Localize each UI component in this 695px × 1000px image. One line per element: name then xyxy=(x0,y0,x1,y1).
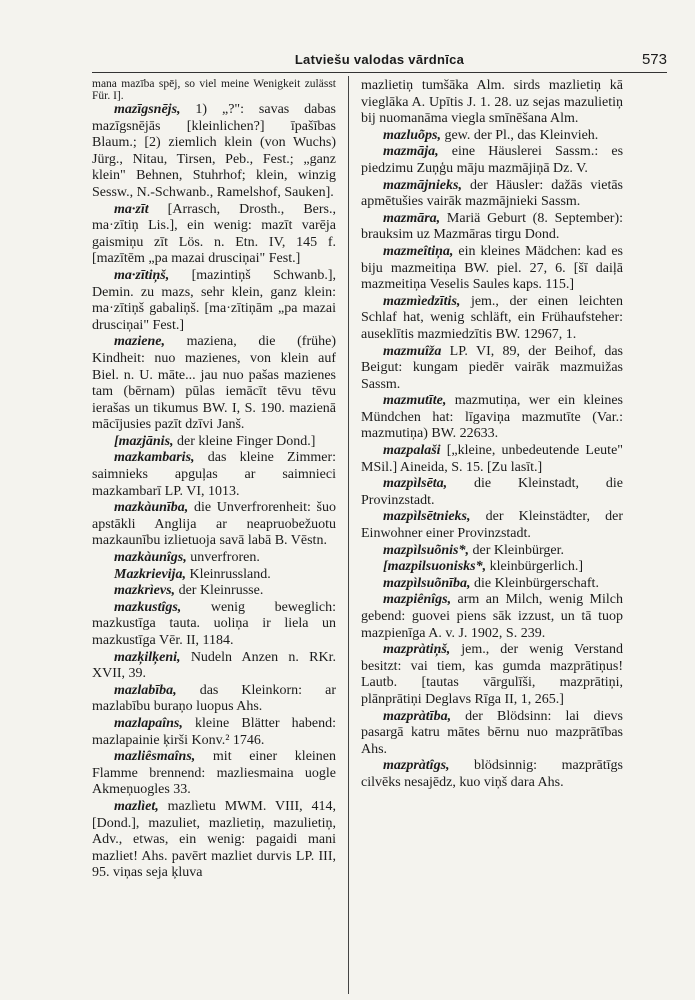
entry-headword: mazmeîtiņa, xyxy=(383,243,454,259)
entry-body: Kleinrussland. xyxy=(189,566,271,582)
entry-headword: mazpalaši xyxy=(383,443,441,459)
dictionary-entry xyxy=(361,758,623,791)
entry-headword: mazlapaîns, xyxy=(114,715,183,731)
entry-body: LP. VI, 89, der Beihof, das Beigut: kungam piedēr vairāk mazmuižas Sassm. xyxy=(361,343,623,392)
entry-body: der Häusler: dažās vietās apmētušies vairāk mazmājnieki Sassm. xyxy=(361,177,623,210)
entry-body: [mazintiņš Schwanb.], Demin. zu mazs, sehr klein, ganz klein: ma·zītiņš gabaliņš. [ma·zītiņām „pa mazai drusciņai" Fest.] xyxy=(92,267,336,333)
dictionary-entry xyxy=(361,559,623,576)
dictionary-entry xyxy=(361,393,623,443)
entry-headword: mazkàunîgs, xyxy=(114,550,187,566)
entry-body: wenig beweglich: mazkustīga tauta. uoliņa ir liela un mazkustīga Vēr. II, 1184. xyxy=(92,599,336,648)
entry-headword: Mazkrievija, xyxy=(114,566,186,582)
entry-body: maziena, die (frühe) Kindheit: nuo mazienes, von klein auf Biel. n. U. māte... jau nuo pašas mazienes tam (bērnam) pūlas iemācīt tēvu tēvu ierašas un tikumus BW. I, S. 190. mazienā mācījusies pazīt dzīvi Janš. xyxy=(92,334,336,433)
dictionary-entry xyxy=(92,749,336,799)
entry-headword: mazmāja, xyxy=(383,144,439,160)
entry-body: gew. der Pl., das Kleinvieh. xyxy=(444,127,599,143)
dictionary-entry xyxy=(92,583,336,600)
dictionary-entry xyxy=(361,476,623,509)
entry-body: die Unverfrorenheit: šuo apstākli Anglija ar neapruobežuotu mazkaunību izlietuoja savā labā B. Vēstn. xyxy=(92,500,336,549)
entry-headword: mazlìet, xyxy=(114,798,159,814)
entry-headword: mazmutīte, xyxy=(383,393,447,409)
entry-body: der Blödsinn: lai dievs pasargā katru mātes bērnu nuo mazprātības Ahs. xyxy=(361,708,623,757)
dictionary-entry xyxy=(361,294,623,344)
dictionary-entry xyxy=(361,211,623,244)
dictionary-entry xyxy=(361,543,623,560)
dictionary-entry xyxy=(92,268,336,334)
dictionary-entry xyxy=(361,709,623,759)
dictionary-entry xyxy=(361,244,623,294)
page-header xyxy=(92,50,667,73)
entry-headword: mazmìedzītis, xyxy=(383,293,461,309)
entry-body: der Kleinstädter, der Einwohner einer Provinzstadt. xyxy=(361,509,623,542)
left-column xyxy=(92,78,336,990)
entry-body: Mariä Geburt (8. September): brauksim uz Mazmāras tirgu Dond. xyxy=(361,210,623,243)
dictionary-entry xyxy=(92,716,336,749)
entry-body: das Kleinkorn: ar mazlabību buraņo luopus Ahs. xyxy=(92,682,336,715)
entry-headword: mazķilķeni, xyxy=(114,649,181,665)
entry-headword: mazpràtība, xyxy=(383,708,452,724)
entry-body: das kleine Zimmer: saimnieks apguļas ar saimnieci mazkambarī LP. VI, 1013. xyxy=(92,450,336,499)
dictionary-entry xyxy=(92,334,336,434)
entry-headword: mazkrìevs, xyxy=(114,583,176,599)
entry-body: die Kleinstadt, die Provinzstadt. xyxy=(361,476,623,508)
entry-body: mazlietiņ tumšāka Alm. sirds mazlietiņ kā vieglāka A. Upītis J. 1. 28. uz sejas mazulietiņ bij nuomanāma viegla smīnēšana Alm. xyxy=(361,78,623,127)
entry-headword: mazliêsmaîns, xyxy=(114,749,196,765)
entry-headword: mazpiênîgs, xyxy=(383,592,452,608)
right-column xyxy=(361,78,623,990)
dictionary-entry xyxy=(361,144,623,177)
entry-body: die Kleinbürgerschaft. xyxy=(474,575,599,591)
dictionary-entry xyxy=(92,202,336,268)
dictionary-entry xyxy=(361,344,623,394)
dictionary-entry xyxy=(92,102,336,202)
dictionary-entry xyxy=(92,500,336,550)
entry-headword: [mazjānis, xyxy=(114,433,174,449)
dictionary-entry xyxy=(92,434,336,451)
entry-body: der Kleinbürger. xyxy=(472,542,564,558)
entry-body: mana mazība spēj, so viel meine Wenigkeit zulässt Für. I]. xyxy=(92,78,336,102)
entry-body: kleine Blätter habend: mazlapainie ķirši Konv.² 1746. xyxy=(92,715,336,748)
entry-headword: mazpìlsuõnība, xyxy=(383,575,471,591)
dictionary-entry xyxy=(361,592,623,642)
dictionary-entry xyxy=(92,650,336,683)
entry-body: mit einer kleinen Flamme brennend: mazliesmaina uogle Akmeņuogles 33. xyxy=(92,749,336,798)
column-divider xyxy=(348,76,349,994)
entry-body: der Kleinrusse. xyxy=(178,583,264,599)
dictionary-entry xyxy=(92,683,336,716)
entry-body: [Arrasch, Drosth., Bers., ma·zītiņ Lis.], ein wenig: mazīt varēja gaismiņu zīt Lös. n. Etn. IV, 145 f. [mazītēm „pa mazai drusciņai" Fest.] xyxy=(92,201,336,267)
entry-headword: mazmāra, xyxy=(383,210,441,226)
dictionary-entry xyxy=(361,178,623,211)
entry-body: unverfroren. xyxy=(190,550,260,566)
entry-body: jem., der wenig Verstand besitzt: vai tiem, kas gumda mazprātiņus! Lautb. [tautas vārgulīši, mazprātiņi, plānprātiņi Deglavs Rīga II, 1, 265.] xyxy=(361,642,623,707)
entry-headword: [mazpilsuonisks*, xyxy=(383,559,487,575)
dictionary-entry xyxy=(92,567,336,584)
entry-headword: mazpràtiņš, xyxy=(383,642,451,658)
dictionary-entry xyxy=(92,450,336,500)
entry-headword: mazpìlsēta, xyxy=(383,476,448,492)
entry-body: ein kleines Mädchen: kad es biju mazmeitiņa BW. piel. 27, 6. [šī daiļā mazmeitiņa Veselis Saules kaps. 115.] xyxy=(361,243,623,293)
entry-headword: mazīgsnējs, xyxy=(114,102,181,117)
dictionary-entry xyxy=(361,509,623,542)
entry-body: jem., der einen leichten Schlaf hat, wenig schläft, ein Frühaufsteher: auseklītis mazmiedzītis BW. 12967, 1. xyxy=(361,293,623,342)
dictionary-entry xyxy=(361,642,623,708)
entry-headword: mazkambaris, xyxy=(114,450,195,466)
dictionary-entry xyxy=(361,576,623,593)
entry-headword: mazluõps, xyxy=(383,127,441,143)
entry-body: kleinbürgerlich.] xyxy=(489,559,584,575)
page-number: 573 xyxy=(641,51,667,68)
running-head-title: Latviešu valodas vārdnīca xyxy=(294,52,465,67)
dictionary-entry xyxy=(361,443,623,476)
entry-headword: ma·zīt xyxy=(114,201,149,217)
dictionary-entry xyxy=(92,78,336,102)
entry-body: eine Häuslerei Sassm.: es piedzimu Zuņģu māju mazmājiņā Dz. V. xyxy=(361,144,623,176)
entry-body: [„kleine, unbedeutende Leute" MSil.] Aineida, S. 15. [Zu lasīt.] xyxy=(361,443,623,475)
entry-headword: mazmuîža xyxy=(383,343,442,359)
entry-body: arm an Milch, wenig Milch gebend: guovei piens sāk izzust, un tā tuop mazpienīga A. v. J. 1902, S. 239. xyxy=(361,592,623,641)
dictionary-entry xyxy=(361,78,623,128)
entry-headword: mazlabība, xyxy=(114,682,177,698)
entry-body: blödsinnig: mazprātīgs cilvēks nesajēdz, kuo viņš dara Ahs. xyxy=(361,758,623,790)
entry-body: 1) „?": savas dabas mazīgsnējās [kleinlichen?] īpašības Blaum.; [2) ziemlich klein (von Wuchs) Jürg., Nitau, Tirsen, Peb., Fest.; „ganz klein" Behnen, Stuhrhof; klein, winzig Sessw., N.-Schwanb., Ramelshof, Sauken]. xyxy=(92,102,336,200)
dictionary-entry xyxy=(92,799,336,882)
entry-headword: mazpìlsētnieks, xyxy=(383,509,471,525)
dictionary-entry xyxy=(361,128,623,145)
dictionary-entry xyxy=(92,600,336,650)
dictionary-entry xyxy=(92,550,336,567)
entry-body: der kleine Finger Dond.] xyxy=(177,433,316,449)
entry-headword: mazpìlsuõnis*, xyxy=(383,542,469,558)
entry-headword: mazpràtîgs, xyxy=(383,758,450,774)
entry-headword: mazkustîgs, xyxy=(114,599,182,615)
entry-body: Nudeln Anzen n. RKr. XVII, 39. xyxy=(92,649,336,682)
entry-headword: ma·zītiņš, xyxy=(114,267,170,283)
entry-headword: mazmājnieks, xyxy=(383,177,462,193)
entry-body: mazlìetu MWM. VIII, 414, [Dond.], mazuliet, mazlietiņ, mazulietiņ, Adv., etwas, ein wenig: pagaidi mani mazliet! Ahs. pavērt mazliet durvis LP. III, 95. viņas seja ķluva xyxy=(92,798,336,881)
entry-headword: maziene, xyxy=(114,334,165,350)
entry-headword: mazkàunība, xyxy=(114,500,189,516)
entry-body: mazmutiņa, wer ein kleines Mündchen hat: līgaviņa mazmutīte (Var.: mazmutiņa) BW. 22633. xyxy=(361,393,623,442)
